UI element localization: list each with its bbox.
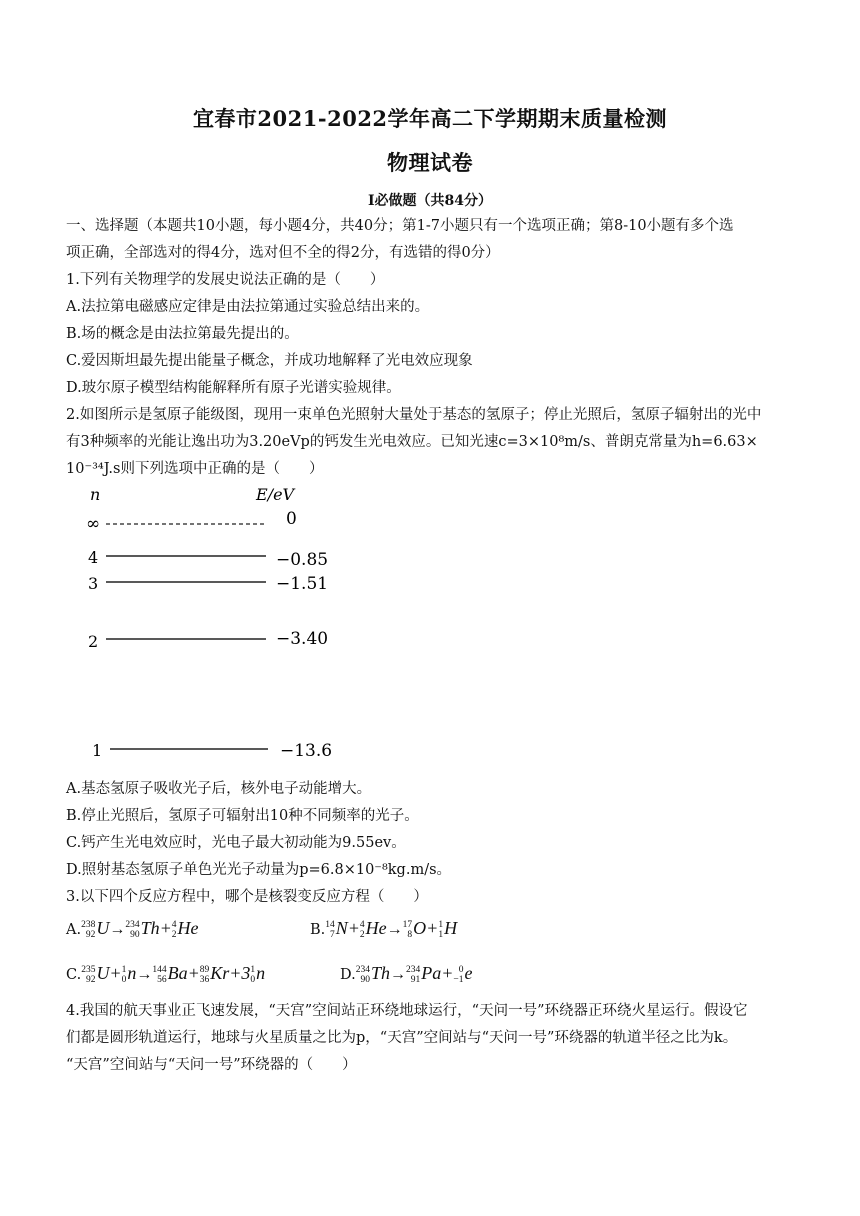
level-n-inf: ∞ bbox=[86, 514, 101, 534]
diagram-n-label: n bbox=[90, 485, 101, 504]
level-e-3: −1.51 bbox=[276, 574, 329, 594]
level-e-inf: 0 bbox=[286, 509, 297, 529]
level-n-1: 1 bbox=[92, 741, 103, 760]
q1-option-a: A.法拉第电磁感应定律是由法拉第通过实验总结出来的。 bbox=[66, 299, 430, 315]
q2-option-d: D.照射基态氢原子单色光光子动量为p=6.8×10⁻⁸kg.m/s。 bbox=[66, 862, 452, 878]
q2-option-a: A.基态氢原子吸收光子后，核外电子动能增大。 bbox=[66, 781, 372, 797]
q1-option-b: B.场的概念是由法拉第最先提出的。 bbox=[66, 326, 299, 342]
level-n-4: 4 bbox=[88, 548, 99, 567]
q2-stem-line-3: 10⁻³⁴J.s则下列选项中正确的是（ ） bbox=[66, 461, 324, 477]
section-heading: I必做题（共84分） bbox=[367, 193, 493, 209]
q2-stem-line-2: 有3种频率的光能让逸出功为3.20eVp的钙发生光电效应。已知光速c=3×10⁸m/s、普朗克常量为h=6.63× bbox=[66, 434, 758, 450]
diagram-energy-label: E/eV bbox=[256, 485, 295, 504]
q1-option-d: D.玻尔原子模型结构能解释所有原子光谱实验规律。 bbox=[66, 380, 401, 396]
q3-b-label: B. bbox=[310, 922, 326, 938]
level-n-3: 3 bbox=[88, 574, 99, 593]
q3-a-label: A. bbox=[66, 922, 82, 938]
page-subtitle: 物理试卷 bbox=[387, 150, 473, 175]
q4-stem-line-3: “天宫”空间站与“天问一号”环绕器的（ ） bbox=[66, 1057, 357, 1073]
q4-stem-line-1: 4.我国的航天事业正飞速发展，“天宫”空间站正环绕地球运行，“天问一号”环绕器正环绕火星运行。假设它 bbox=[66, 1003, 748, 1019]
level-e-4: −0.85 bbox=[276, 550, 329, 570]
q1-option-c: C.爱因斯坦最先提出能量子概念，并成功地解释了光电效应现象 bbox=[66, 353, 473, 369]
q3-d-label: D. bbox=[340, 967, 356, 983]
q3-option-c: C. 235 92 U+ 1 0 n→ 144 56 Ba+ 89 36 Kr+3 1 0 n bbox=[66, 963, 266, 985]
q2-option-b: B.停止光照后，氢原子可辐射出10种不同频率的光子。 bbox=[66, 808, 419, 824]
level-n-2: 2 bbox=[88, 632, 99, 651]
q3-option-d: D. 234 90 Th→ 234 91 Pa+ 0 −1 e bbox=[340, 963, 473, 985]
instructions-line-1: 一、选择题（本题共10小题，每小题4分，共40分；第1-7小题只有一个选项正确；第8-10小题有多个选 bbox=[66, 218, 734, 234]
q2-stem-line-1: 2.如图所示是氢原子能级图，现用一束单色光照射大量处于基态的氢原子；停止光照后，氢原子辐射出的光中 bbox=[66, 407, 762, 423]
q3-c-label: C. bbox=[66, 967, 82, 983]
q3-option-b: B. 14 7 N+ 4 2 He→ 17 8 O+ 1 1 H bbox=[310, 918, 458, 940]
q4-stem-line-2: 们都是圆形轨道运行，地球与火星质量之比为p，“天宫”空间站与“天问一号”环绕器的轨道半径之比为k。 bbox=[66, 1030, 738, 1046]
page-title: 宜春市2021-2022学年高二下学期期末质量检测 bbox=[192, 106, 668, 131]
level-e-1: −13.6 bbox=[280, 741, 333, 761]
q3-option-a: A. 238 92 U→ 234 90 Th+ 4 2 He bbox=[66, 918, 199, 940]
level-e-2: −3.40 bbox=[276, 629, 329, 649]
energy-level-diagram bbox=[80, 478, 370, 768]
q1-stem: 1.下列有关物理学的发展史说法正确的是（ ） bbox=[66, 272, 385, 288]
q3-stem: 3.以下四个反应方程中，哪个是核裂变反应方程（ ） bbox=[66, 889, 428, 905]
instructions-line-2: 项正确，全部选对的得4分，选对但不全的得2分，有选错的得0分） bbox=[66, 245, 500, 261]
q2-option-c: C.钙产生光电效应时，光电子最大初动能为9.55ev。 bbox=[66, 835, 406, 851]
